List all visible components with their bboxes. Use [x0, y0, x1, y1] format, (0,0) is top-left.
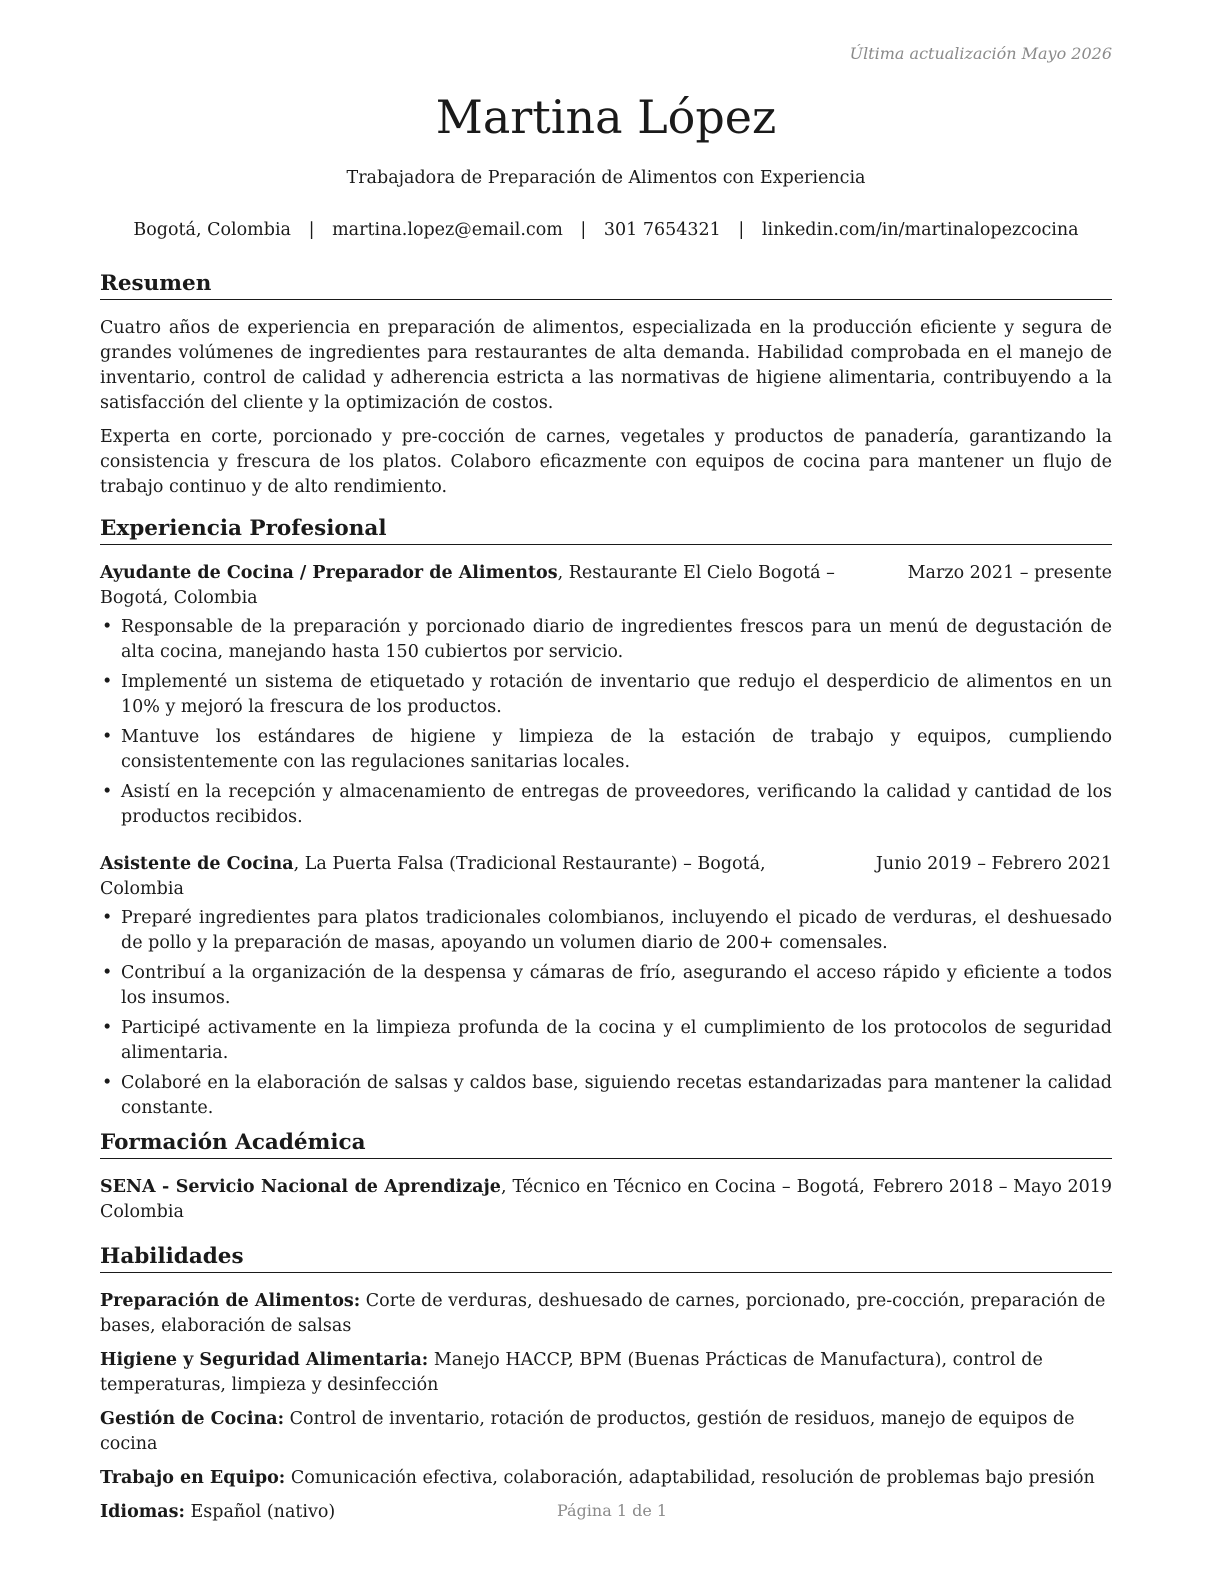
section-title-skills: Habilidades [100, 1243, 1112, 1273]
bullet-icon: • [102, 908, 113, 928]
contact-separator: | [308, 220, 315, 240]
skill-text: Español (nativo) [184, 1502, 336, 1522]
education-dates: Febrero 2018 – Mayo 2019 [872, 1177, 1112, 1197]
job-title-line [100, 852, 876, 902]
job-header [100, 561, 1112, 611]
job-bullets [100, 906, 1112, 1121]
contact-separator: | [738, 220, 745, 240]
skill-label: Preparación de Alimentos: [100, 1291, 361, 1311]
skill-text: Corte de verduras, deshuesado de carnes, porcionado, pre-cocción, preparación de bases, elaboración de salsas [100, 1291, 1106, 1336]
education-detail: , Técnico en Técnico en Cocina – Bogotá, Colombia [100, 1177, 865, 1222]
bullet-icon: • [102, 1073, 113, 1093]
section-title-summary: Resumen [100, 270, 1112, 300]
skill-item [100, 1348, 1112, 1398]
skill-item [100, 1466, 1112, 1491]
education-entry [100, 1175, 1112, 1225]
job-header [100, 852, 1112, 902]
job-dates: Junio 2019 – Febrero 2021 [875, 854, 1112, 874]
skill-item [100, 1407, 1112, 1457]
contact-location: Bogotá, Colombia [133, 220, 291, 240]
summary-paragraph: Cuatro años de experiencia en preparación de alimentos, especializada en la producción eficiente y segura de grandes volúmenes de ingredientes para restaurantes de alta demanda. Habilidad comprobada en el manejo de inventario, control de calidad y adherencia estricta a las normativas de higiene alimentaria, contribuyendo a la satisfacción del cliente y la optimización de costos. [100, 318, 1112, 413]
education-institution: SENA - Servicio Nacional de Aprendizaje [100, 1177, 501, 1197]
bullet-icon: • [102, 1018, 113, 1038]
candidate-headline: Trabajadora de Preparación de Alimentos con Experiencia [346, 168, 866, 188]
candidate-name: Martina López [435, 90, 777, 144]
skill-text: Manejo HACCP, BPM (Buenas Prácticas de Manufactura), control de temperaturas, limpieza y desinfección [100, 1350, 1043, 1395]
summary-paragraph: Experta en corte, porcionado y pre-cocción de carnes, vegetales y productos de panadería, garantizando la consistencia y frescura de los platos. Colaboro eficazmente con equipos de cocina para mantener un flujo de trabajo continuo y de alto rendimiento. [100, 427, 1112, 497]
job-entry [100, 852, 1112, 1121]
job-dates: Marzo 2021 – presente [907, 563, 1112, 583]
job-bullet: • Contribuí a la organización de la despensa y cámaras de frío, asegurando el acceso rápido y eficiente a todos los insumos. [102, 963, 1112, 1008]
job-bullet: • Colaboré en la elaboración de salsas y caldos base, siguiendo recetas estandarizadas para mantener la calidad constante. [102, 1073, 1112, 1118]
summary-section [100, 270, 1112, 500]
job-role: Ayudante de Cocina / Preparador de Alimentos [100, 563, 558, 583]
bullet-icon: • [102, 963, 113, 983]
skill-label: Higiene y Seguridad Alimentaria: [100, 1350, 429, 1370]
job-title-line [100, 561, 908, 611]
page-number: Página 1 de 1 [556, 1501, 668, 1520]
job-bullet: • Asistí en la recepción y almacenamiento de entregas de proveedores, verificando la calidad y cantidad de los productos recibidos. [102, 782, 1112, 827]
education-section [100, 1129, 1112, 1225]
job-bullet: • Mantuve los estándares de higiene y limpieza de la estación de trabajo y equipos, cumpliendo consistentemente con las regulaciones sanitarias locales. [102, 727, 1112, 772]
job-bullet: • Preparé ingredientes para platos tradicionales colombianos, incluyendo el picado de verduras, el deshuesado de pollo y la preparación de masas, apoyando un volumen diario de 200+ comensales. [102, 908, 1112, 953]
bullet-icon: • [102, 727, 113, 747]
contact-email[interactable]: martina.lopez@email.com [332, 220, 563, 240]
section-title-experience: Experiencia Profesional [100, 515, 1112, 545]
bullet-icon: • [102, 617, 113, 637]
contact-line [100, 220, 1112, 240]
job-bullet: • Responsable de la preparación y porcionado diario de ingredientes frescos para un menú de degustación de alta cocina, manejando hasta 150 cubiertos por servicio. [102, 617, 1112, 662]
job-place: , Restaurante El Cielo Bogotá – Bogotá, Colombia [100, 563, 835, 608]
last-updated: Última actualización Mayo 2026 [849, 44, 1112, 63]
job-entry [100, 561, 1112, 830]
section-title-education: Formación Académica [100, 1129, 1112, 1159]
job-role: Asistente de Cocina [100, 854, 294, 874]
skills-section [100, 1243, 1112, 1525]
skill-text: Control de inventario, rotación de productos, gestión de residuos, manejo de equipos de cocina [100, 1409, 1075, 1454]
contact-separator: | [580, 220, 587, 240]
resume-content [100, 270, 1112, 1534]
experience-section [100, 515, 1112, 1121]
skill-label: Gestión de Cocina: [100, 1409, 285, 1429]
job-bullet: • Implementé un sistema de etiquetado y rotación de inventario que redujo el desperdicio de alimentos en un 10% y mejoró la frescura de los productos. [102, 672, 1112, 717]
contact-phone: 301 7654321 [603, 220, 721, 240]
job-place: , La Puerta Falsa (Tradicional Restaurante) – Bogotá, Colombia [100, 854, 766, 899]
skill-label: Idiomas: [100, 1502, 185, 1522]
education-detail-line [100, 1175, 873, 1225]
job-bullet: • Participé activamente en la limpieza profunda de la cocina y el cumplimiento de los protocolos de seguridad alimentaria. [102, 1018, 1112, 1063]
bullet-icon: • [102, 782, 113, 802]
skill-item [100, 1289, 1112, 1339]
skill-label: Trabajo en Equipo: [100, 1468, 286, 1488]
contact-linkedin[interactable]: linkedin.com/in/martinalopezcocina [761, 220, 1079, 240]
bullet-icon: • [102, 672, 113, 692]
job-bullets [100, 615, 1112, 830]
skill-text: Comunicación efectiva, colaboración, adaptabilidad, resolución de problemas bajo presión [285, 1468, 1095, 1488]
